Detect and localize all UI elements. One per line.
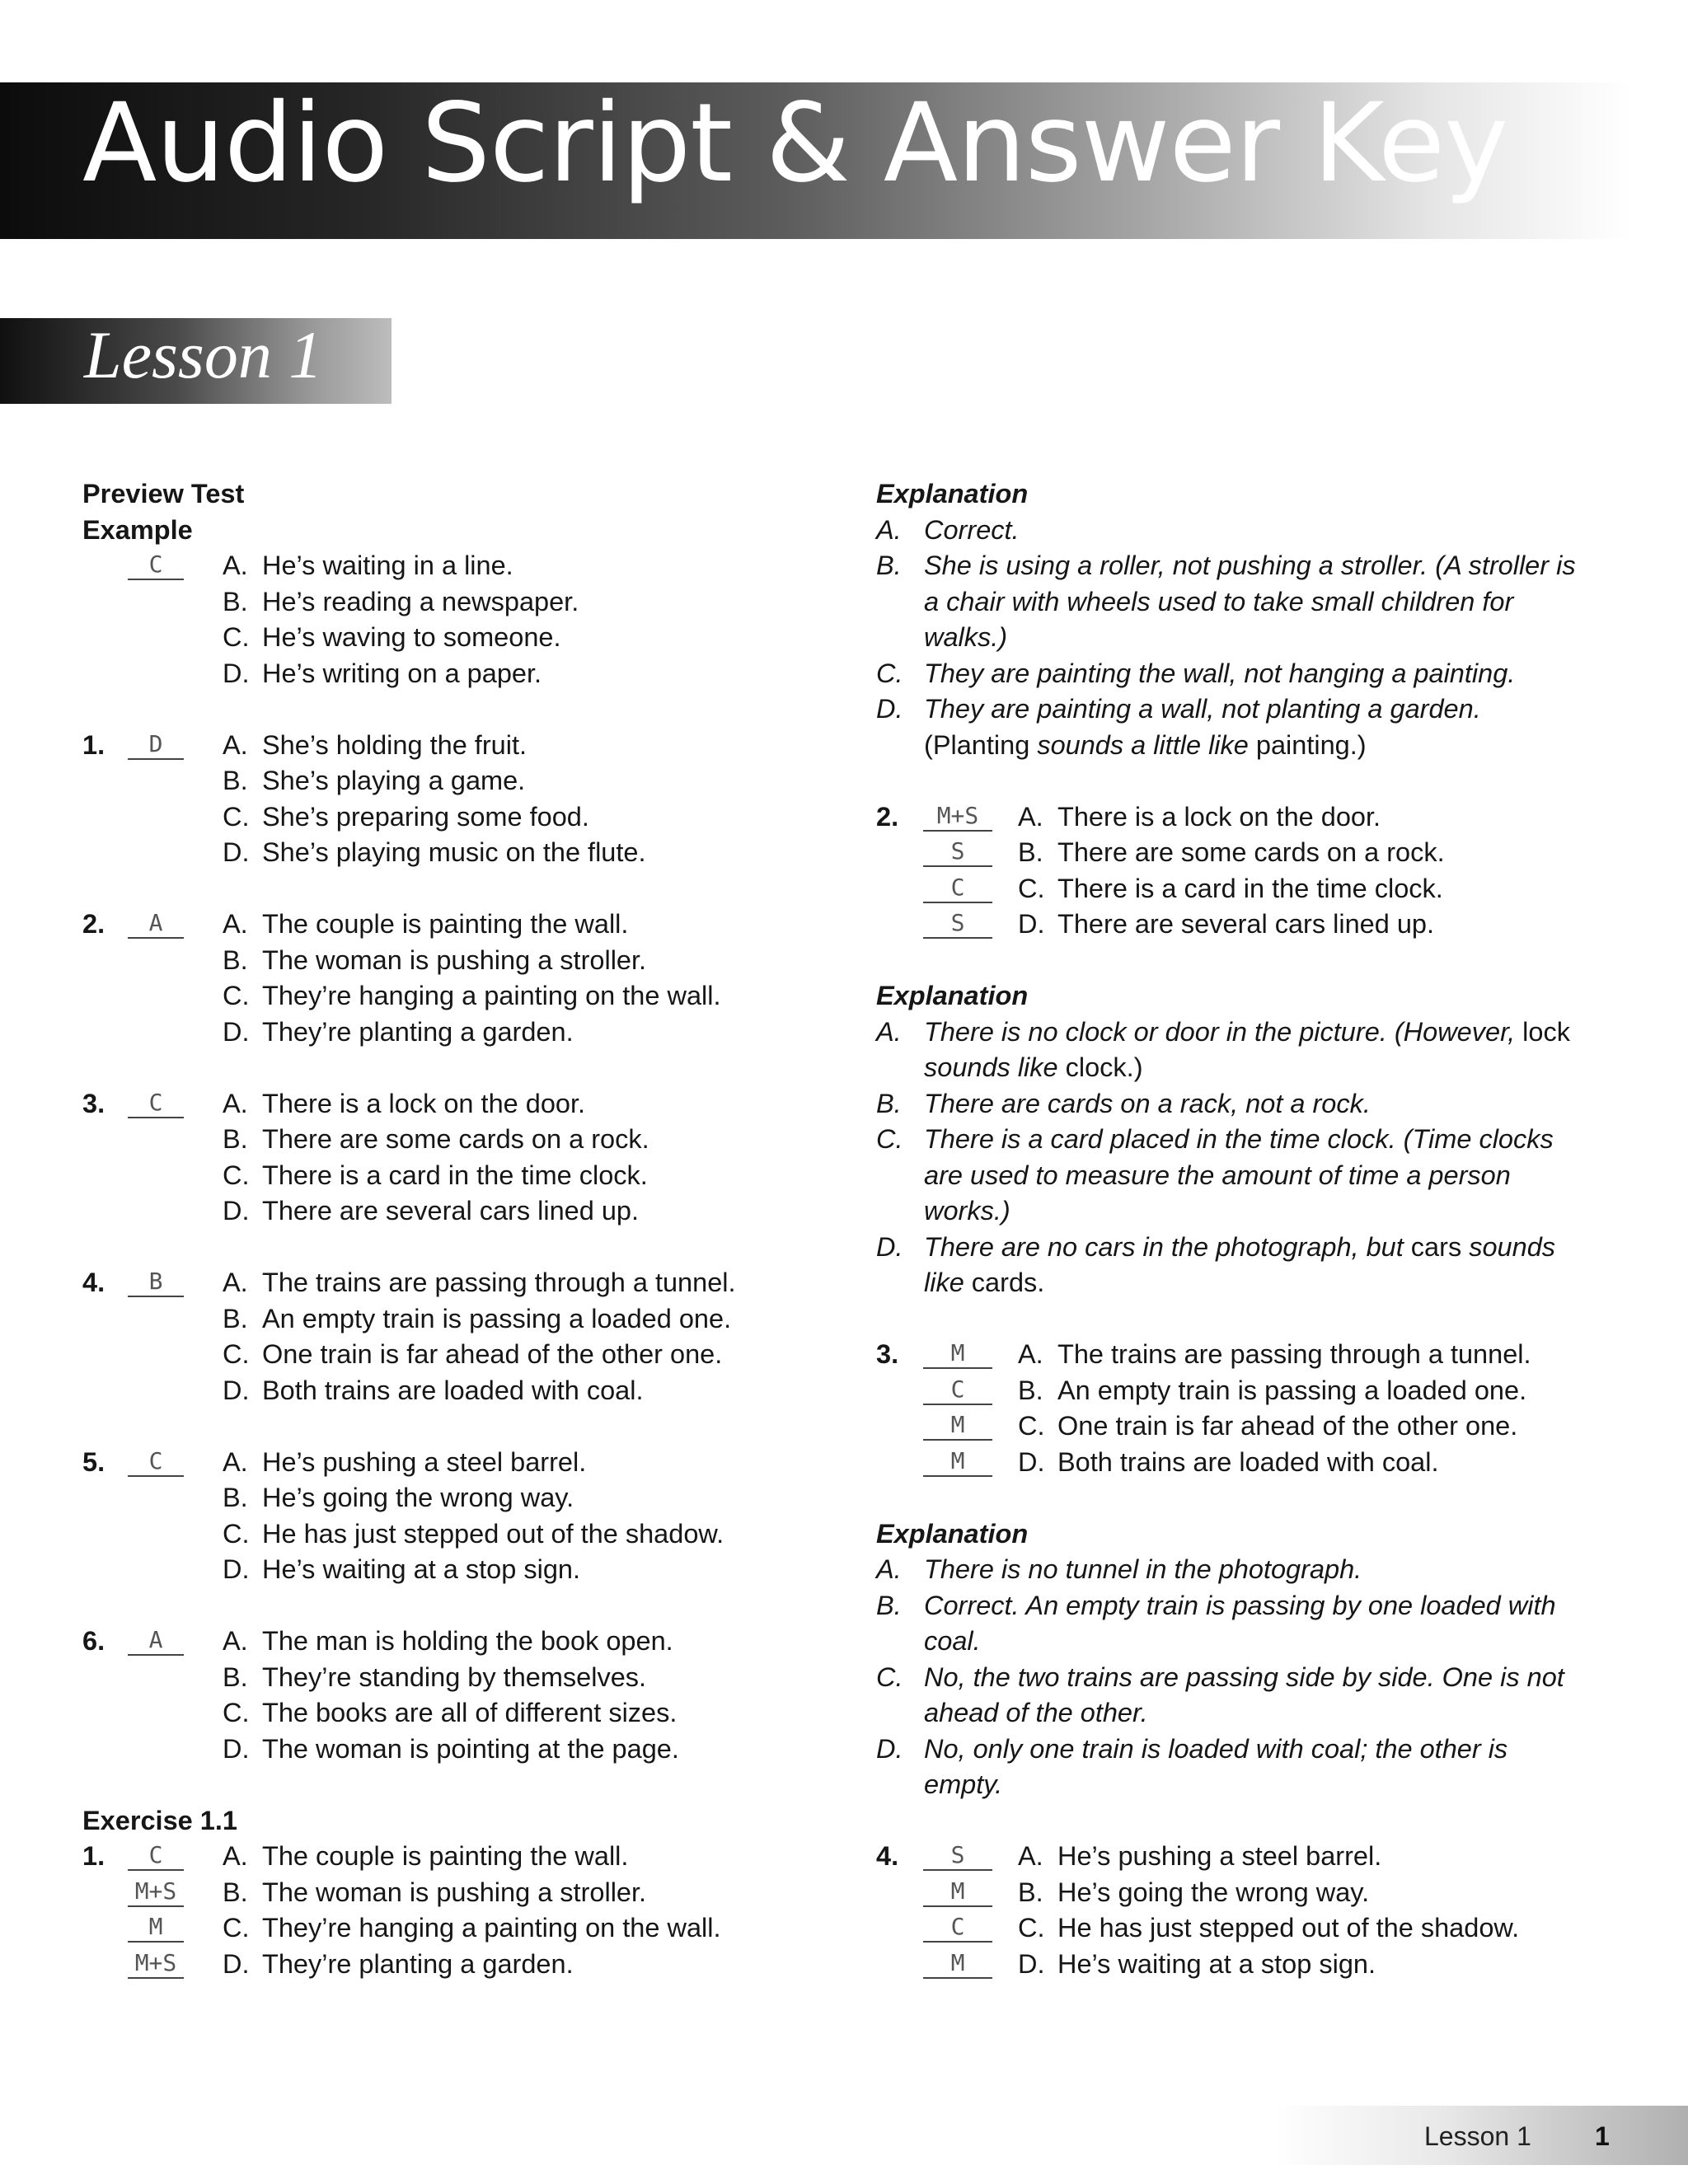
- option-letter: C.: [223, 1913, 250, 1943]
- option-text: She’s playing music on the flute.: [262, 837, 646, 867]
- explanation-letter: D.: [876, 1231, 903, 1262]
- option-text: He’s waiting at a stop sign.: [262, 1554, 581, 1584]
- explanation-letter: D.: [876, 694, 903, 724]
- answer-blank: M: [128, 1913, 184, 1943]
- option-row: [876, 1408, 1618, 1445]
- option-letter: A.: [1018, 1841, 1043, 1871]
- answer-blank: M+S: [128, 1949, 184, 1979]
- option-row: [876, 799, 1618, 836]
- option-letter: B.: [223, 1661, 248, 1692]
- option-row: [82, 943, 824, 979]
- explanation-text: No, only one train is loaded with coal; the other is: [924, 1733, 1508, 1764]
- explanation-text: empty.: [924, 1769, 1003, 1799]
- option-row: [876, 871, 1618, 907]
- option-text: They’re hanging a painting on the wall.: [262, 1913, 721, 1943]
- explanation-line: [876, 1122, 1618, 1158]
- explanation-line: [876, 1588, 1618, 1624]
- option-letter: D.: [1018, 909, 1045, 939]
- answer-blank: S: [923, 837, 992, 867]
- option-row: [82, 1875, 824, 1911]
- question-1: [82, 728, 824, 871]
- option-text: There are some cards on a rock.: [1057, 837, 1445, 867]
- question-3: [82, 1086, 824, 1230]
- option-text: An empty train is passing a loaded one.: [262, 1303, 732, 1333]
- question-2-marks: [876, 799, 1618, 943]
- option-text: Both trains are loaded with coal.: [1057, 1446, 1439, 1477]
- explanation-letter: C.: [876, 658, 903, 688]
- answer-blank: M: [923, 1447, 992, 1477]
- answer-blank: A: [128, 1626, 184, 1656]
- option-text: The couple is painting the wall.: [262, 909, 629, 939]
- option-text: She’s preparing some food.: [262, 801, 589, 832]
- option-text: One train is far ahead of the other one.: [1057, 1411, 1518, 1441]
- explanation-text: [924, 1230, 1555, 1266]
- option-letter: C.: [223, 1698, 250, 1727]
- answer-blank: S: [923, 909, 992, 939]
- explanation-text: [924, 1050, 1143, 1086]
- option-row: [82, 1337, 824, 1373]
- explanation-2: [876, 1015, 1618, 1301]
- explanation-text: No, the two trains are passing side by side. One is not: [924, 1661, 1564, 1692]
- option-row: [82, 1086, 824, 1122]
- preview-heading: Preview Test: [82, 479, 245, 509]
- explanation-text: There is no tunnel in the photograph.: [924, 1554, 1362, 1584]
- option-row: [82, 1265, 824, 1301]
- option-row: [82, 978, 824, 1015]
- explanation-heading: Explanation: [876, 981, 1029, 1010]
- explanation-line: [876, 656, 1618, 692]
- option-row: [876, 907, 1618, 943]
- option-letter: B.: [1018, 1877, 1043, 1907]
- explanation-text: Correct.: [924, 514, 1020, 545]
- option-text: He has just stepped out of the shadow.: [262, 1518, 724, 1549]
- explanation-letter: C.: [876, 1661, 903, 1692]
- option-row: [876, 1910, 1618, 1947]
- option-row: [82, 799, 824, 836]
- option-row: [876, 1947, 1618, 1983]
- option-row: [82, 1910, 824, 1947]
- normal-text: (Planting: [924, 729, 1038, 760]
- explanation-3: [876, 1552, 1618, 1803]
- option-text: The trains are passing through a tunnel.: [262, 1268, 736, 1297]
- option-letter: D.: [223, 658, 250, 688]
- option-text: She’s holding the fruit.: [262, 729, 528, 760]
- option-letter: A.: [1018, 801, 1043, 832]
- option-letter: C.: [1018, 1411, 1045, 1441]
- option-text: There are several cars lined up.: [262, 1196, 640, 1226]
- option-row: [82, 907, 824, 943]
- normal-text: cars: [1410, 1231, 1462, 1262]
- option-text: He’s going the wrong way.: [262, 1483, 574, 1512]
- explanation-line: [876, 1265, 1618, 1301]
- option-letter: A.: [223, 1626, 248, 1656]
- explanation-line: [876, 1552, 1618, 1588]
- lesson-title: Lesson 1: [84, 317, 323, 392]
- question-number: 4.: [876, 1841, 899, 1871]
- option-letter: D.: [1018, 1948, 1045, 1979]
- explanation-text: ahead of the other.: [924, 1698, 1148, 1727]
- option-row: [876, 835, 1618, 871]
- option-text: The woman is pointing at the page.: [262, 1733, 679, 1764]
- explanation-text: works.): [924, 1196, 1010, 1226]
- option-row: [82, 1122, 824, 1158]
- explanation-line: [876, 548, 1618, 584]
- option-letter: A.: [223, 909, 248, 939]
- option-letter: D.: [223, 1733, 250, 1764]
- explanation-line: [876, 620, 1618, 656]
- explanation-letter: B.: [876, 1590, 902, 1620]
- answer-blank: M+S: [923, 802, 992, 832]
- option-letter: B.: [223, 586, 248, 616]
- answer-blank: C: [128, 1841, 184, 1871]
- option-text: There are several cars lined up.: [1057, 909, 1435, 939]
- option-letter: A.: [223, 551, 248, 580]
- italic-text: like: [924, 1268, 972, 1297]
- answer-blank: D: [128, 730, 184, 760]
- option-text: There is a card in the time clock.: [1057, 873, 1443, 903]
- option-letter: B.: [223, 1124, 248, 1154]
- option-letter: D.: [223, 1016, 250, 1047]
- option-letter: B.: [223, 766, 248, 795]
- option-row: [82, 620, 824, 656]
- option-row: [82, 1516, 824, 1553]
- option-letter: D.: [223, 1554, 250, 1584]
- option-row: [82, 1695, 824, 1732]
- explanation-letter: D.: [876, 1733, 903, 1764]
- explanation-line: [876, 1193, 1618, 1230]
- answer-blank: M: [923, 1949, 992, 1979]
- option-row: [82, 1193, 824, 1230]
- explanation-letter: B.: [876, 551, 902, 580]
- italic-text: There are no cars in the photograph, but: [924, 1231, 1411, 1262]
- option-text: They’re planting a garden.: [262, 1016, 574, 1047]
- option-row: [82, 656, 824, 692]
- explanation-heading: Explanation: [876, 1518, 1029, 1549]
- explanation-line: [876, 1660, 1618, 1696]
- explanation-text: They are painting the wall, not hanging a painting.: [924, 658, 1516, 688]
- question-number: 6.: [82, 1626, 106, 1656]
- option-letter: B.: [223, 1483, 248, 1512]
- option-letter: A.: [223, 1841, 248, 1871]
- option-row: [82, 1445, 824, 1481]
- example-heading: Example: [82, 514, 193, 545]
- question-number: 4.: [82, 1268, 106, 1297]
- option-row: [82, 1015, 824, 1051]
- answer-blank: M: [923, 1411, 992, 1441]
- option-text: He’s waiting in a line.: [262, 551, 513, 580]
- option-letter: B.: [223, 1877, 248, 1907]
- normal-text: lock: [1515, 1016, 1570, 1047]
- option-row: [82, 1480, 824, 1516]
- option-row: [82, 1839, 824, 1875]
- answer-blank: C: [128, 1089, 184, 1118]
- option-text: The couple is painting the wall.: [262, 1841, 629, 1871]
- option-text: The books are all of different sizes.: [262, 1698, 678, 1727]
- explanation-line: [876, 728, 1618, 764]
- option-letter: D.: [1018, 1446, 1045, 1477]
- option-text: They’re planting a garden.: [262, 1948, 574, 1979]
- answer-blank: C: [923, 1376, 992, 1405]
- option-text: The man is holding the book open.: [262, 1626, 673, 1656]
- explanation-letter: C.: [876, 1124, 903, 1154]
- question-4-marks: [876, 1839, 1618, 1982]
- option-text: There is a card in the time clock.: [262, 1160, 648, 1190]
- explanation-text: There are cards on a rack, not a rock.: [924, 1088, 1371, 1118]
- italic-text: sounds like: [924, 1052, 1058, 1082]
- explanation-line: [876, 1230, 1618, 1266]
- option-letter: C.: [1018, 1913, 1045, 1943]
- option-letter: C.: [223, 801, 250, 832]
- explanation-letter: B.: [876, 1088, 902, 1118]
- option-text: The trains are passing through a tunnel.: [1057, 1339, 1531, 1369]
- explanation-heading: Explanation: [876, 479, 1029, 509]
- option-text: He’s writing on a paper.: [262, 658, 542, 688]
- explanation-text: [924, 1265, 1044, 1301]
- option-row: [82, 728, 824, 764]
- option-letter: B.: [1018, 1375, 1043, 1405]
- answer-blank: B: [128, 1268, 184, 1297]
- explanation-line: [876, 1624, 1618, 1660]
- option-row: [82, 1552, 824, 1588]
- option-text: He’s pushing a steel barrel.: [262, 1446, 587, 1477]
- option-text: He’s waving to someone.: [262, 622, 561, 652]
- italic-text: sounds a little like: [1037, 729, 1249, 760]
- explanation-1: [876, 513, 1618, 764]
- option-row: [82, 763, 824, 799]
- option-letter: B.: [223, 1303, 248, 1333]
- option-letter: C.: [223, 1160, 250, 1190]
- normal-text: painting.): [1248, 729, 1367, 760]
- option-row: [82, 1158, 824, 1194]
- option-text: An empty train is passing a loaded one.: [1057, 1375, 1527, 1405]
- option-row: [876, 1875, 1618, 1911]
- question-number: 3.: [876, 1339, 899, 1369]
- option-row: [82, 835, 824, 871]
- answer-blank: C: [128, 1447, 184, 1477]
- option-row: [876, 1445, 1618, 1481]
- explanation-line: [876, 1158, 1618, 1194]
- option-text: They’re standing by themselves.: [262, 1661, 647, 1692]
- option-row: [876, 1839, 1618, 1875]
- option-text: He’s going the wrong way.: [1057, 1877, 1370, 1907]
- page-title: Audio Script & Answer Key: [82, 80, 1508, 207]
- option-row: [82, 1373, 824, 1409]
- option-text: He’s reading a newspaper.: [262, 586, 579, 616]
- option-row: [82, 1624, 824, 1660]
- option-letter: D.: [223, 837, 250, 867]
- explanation-line: [876, 513, 1618, 549]
- normal-text: clock.): [1057, 1052, 1143, 1082]
- example-question: [82, 548, 824, 691]
- option-text: He has just stepped out of the shadow.: [1057, 1913, 1520, 1943]
- option-row: [82, 1947, 824, 1983]
- question-6: [82, 1624, 824, 1767]
- option-text: The woman is pushing a stroller.: [262, 944, 647, 975]
- normal-text: cards.: [971, 1268, 1045, 1297]
- option-text: Both trains are loaded with coal.: [262, 1375, 644, 1405]
- explanation-text: They are painting a wall, not planting a garden.: [924, 694, 1481, 724]
- option-text: There is a lock on the door.: [262, 1088, 586, 1118]
- explanation-text: Correct. An empty train is passing by one loaded with: [924, 1590, 1556, 1620]
- explanation-text: She is using a roller, not pushing a stroller. (A stroller is: [924, 551, 1576, 580]
- answer-blank: S: [923, 1841, 992, 1871]
- italic-text: However,: [1403, 1016, 1516, 1047]
- option-letter: C.: [223, 1518, 250, 1549]
- question-number: 1.: [82, 729, 106, 760]
- question-3-marks: [876, 1337, 1618, 1480]
- explanation-letter: A.: [876, 1016, 902, 1047]
- explanation-text: are used to measure the amount of time a person: [924, 1160, 1511, 1190]
- option-text: She’s playing a game.: [262, 766, 526, 795]
- option-letter: B.: [223, 944, 248, 975]
- option-text: He’s pushing a steel barrel.: [1057, 1841, 1382, 1871]
- explanation-letter: A.: [876, 1554, 902, 1584]
- explanation-text: walks.): [924, 622, 1008, 652]
- answer-blank: C: [128, 551, 184, 580]
- option-row: [82, 1301, 824, 1338]
- option-text: One train is far ahead of the other one.: [262, 1339, 723, 1369]
- explanation-line: [876, 584, 1618, 621]
- answer-blank: M: [923, 1339, 992, 1369]
- question-number: 5.: [82, 1446, 106, 1477]
- exercise-question-1: [82, 1839, 824, 1982]
- explanation-line: [876, 1695, 1618, 1732]
- option-row: [82, 1732, 824, 1768]
- exercise-heading: Exercise 1.1: [82, 1805, 237, 1835]
- option-text: There is a lock on the door.: [1057, 801, 1381, 832]
- explanation-line: [876, 1050, 1618, 1086]
- explanation-line: [876, 1086, 1618, 1122]
- question-number: 2.: [82, 909, 106, 939]
- option-letter: C.: [223, 1339, 250, 1369]
- footer-lesson-label: Lesson 1: [1424, 2121, 1531, 2151]
- explanation-line: [876, 1732, 1618, 1768]
- option-text: He’s waiting at a stop sign.: [1057, 1948, 1376, 1979]
- option-text: The woman is pushing a stroller.: [262, 1877, 647, 1907]
- option-text: There are some cards on a rock.: [262, 1124, 649, 1154]
- italic-text: sounds: [1461, 1231, 1556, 1262]
- explanation-line: [876, 691, 1618, 728]
- option-letter: A.: [223, 1446, 248, 1477]
- question-4: [82, 1265, 824, 1408]
- question-2: [82, 907, 824, 1050]
- option-letter: C.: [1018, 873, 1045, 903]
- answer-blank: C: [923, 1913, 992, 1943]
- option-letter: C.: [223, 981, 250, 1010]
- answer-blank: C: [923, 874, 992, 903]
- question-number: 2.: [876, 801, 899, 832]
- option-letter: D.: [223, 1196, 250, 1226]
- option-text: They’re hanging a painting on the wall.: [262, 981, 721, 1010]
- question-number: 1.: [82, 1841, 106, 1871]
- option-letter: A.: [223, 729, 248, 760]
- option-row: [82, 548, 824, 584]
- explanation-text: a chair with wheels used to take small children for: [924, 586, 1514, 616]
- explanation-text: There is a card placed in the time clock. (Time clocks: [924, 1124, 1554, 1154]
- option-letter: A.: [223, 1268, 248, 1297]
- italic-text: There is no clock or door in the picture. (: [924, 1016, 1404, 1047]
- option-letter: C.: [223, 622, 250, 652]
- explanation-line: [876, 1015, 1618, 1051]
- option-letter: D.: [223, 1375, 250, 1405]
- explanation-text: [924, 728, 1367, 764]
- option-letter: A.: [1018, 1339, 1043, 1369]
- left-column: [82, 476, 824, 1982]
- answer-blank: M+S: [128, 1877, 184, 1907]
- option-row: [82, 1660, 824, 1696]
- right-column: [876, 476, 1618, 1982]
- option-row: [876, 1337, 1618, 1373]
- option-letter: B.: [1018, 837, 1043, 867]
- option-letter: A.: [223, 1088, 248, 1118]
- answer-blank: M: [923, 1877, 992, 1907]
- option-letter: D.: [223, 1948, 250, 1979]
- explanation-line: [876, 1767, 1618, 1803]
- page-number: 1: [1595, 2121, 1610, 2151]
- option-row: [82, 584, 824, 621]
- explanation-text: [924, 1015, 1570, 1051]
- option-row: [876, 1373, 1618, 1409]
- explanation-letter: A.: [876, 514, 902, 545]
- explanation-text: coal.: [924, 1626, 981, 1656]
- question-5: [82, 1445, 824, 1588]
- answer-blank: A: [128, 909, 184, 939]
- question-number: 3.: [82, 1088, 106, 1118]
